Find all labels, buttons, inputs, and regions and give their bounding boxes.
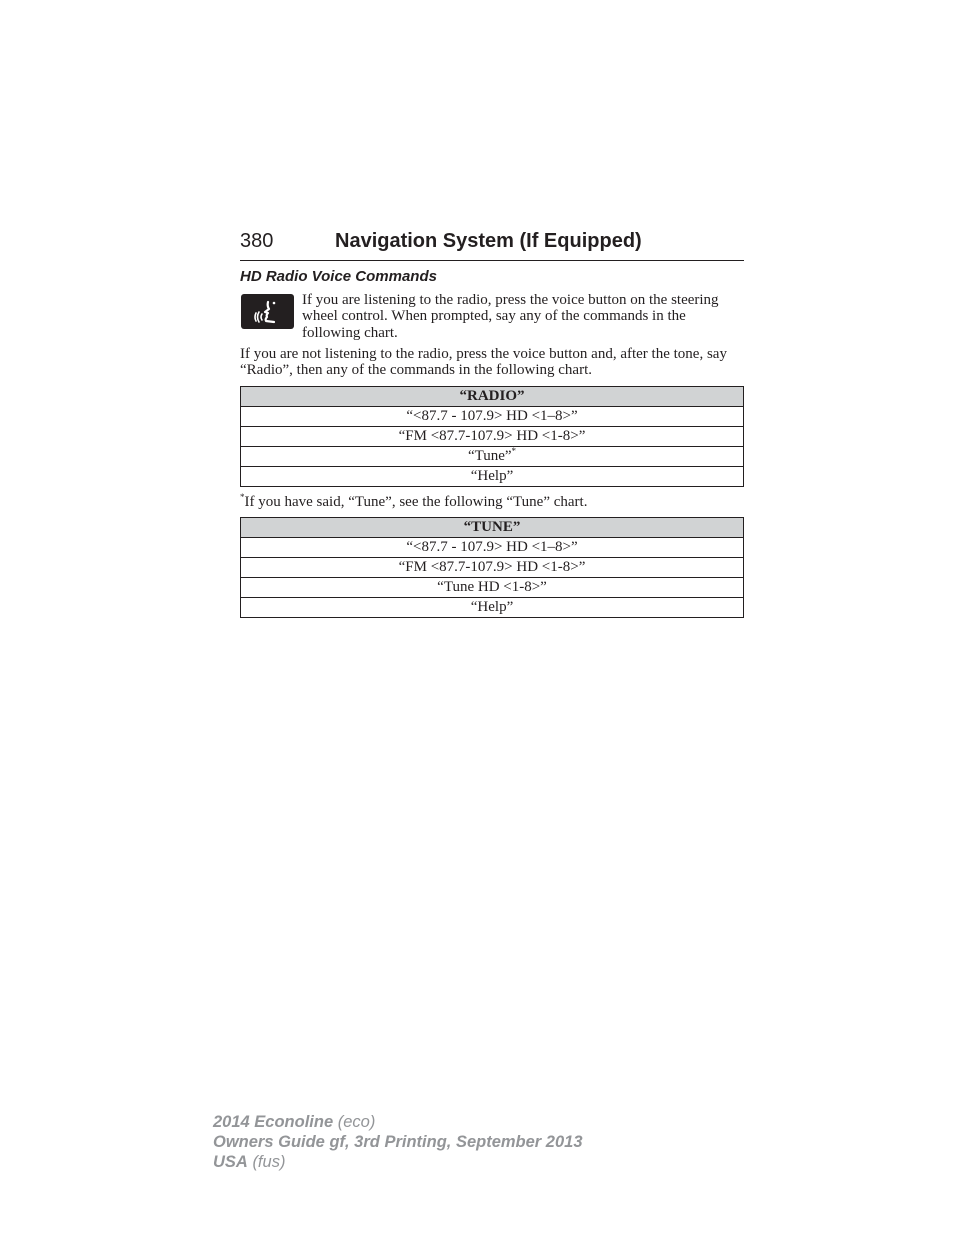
footnote-marker: * — [511, 446, 517, 456]
radio-table-header: “RADIO” — [241, 387, 744, 407]
table-row — [241, 558, 744, 578]
tune-label: “Tune” — [467, 448, 512, 464]
table-cell: “FM <87.7-107.9> HD <1-8>” — [241, 558, 744, 578]
intro-paragraph: If you are listening to the radio, press the voice button on the steering wheel control. When prompted, say any of the commands in the following chart. — [302, 292, 719, 341]
page-footer — [213, 1112, 583, 1172]
footnote-text: If you have said, “Tune”, see the following “Tune” chart. — [244, 494, 588, 510]
body-paragraph: If you are not listening to the radio, press the voice button and, after the tone, say “Radio”, then any of the commands in the following chart. — [240, 346, 727, 379]
page-header — [240, 228, 744, 261]
footer-line-2 — [213, 1132, 583, 1152]
table-row — [241, 427, 744, 447]
section-heading: HD Radio Voice Commands — [240, 268, 437, 285]
table-header-row — [241, 518, 744, 538]
footer-line-3 — [213, 1152, 583, 1172]
table-cell: “Help” — [241, 598, 744, 618]
footer-model: 2014 Econoline — [213, 1113, 334, 1131]
table-row — [241, 467, 744, 487]
table-row — [241, 538, 744, 558]
table-row — [241, 447, 744, 467]
table-row — [241, 578, 744, 598]
table-header-row — [241, 387, 744, 407]
footnote — [240, 493, 587, 511]
table-cell: “Help” — [241, 467, 744, 487]
chapter-title: Navigation System (If Equipped) — [335, 230, 642, 252]
tune-commands-table — [240, 517, 744, 618]
page-number: 380 — [240, 230, 274, 252]
footer-line-1 — [213, 1112, 583, 1132]
footer-printing: Owners Guide gf, 3rd Printing, September 2013 — [213, 1133, 583, 1151]
table-row — [241, 598, 744, 618]
table-cell: “<87.7 - 107.9> HD <1–8>” — [241, 407, 744, 427]
footnote-marker: * — [240, 492, 245, 502]
radio-commands-table — [240, 386, 744, 487]
footer-model-code: (eco) — [337, 1113, 376, 1131]
table-cell: “<87.7 - 107.9> HD <1–8>” — [241, 538, 744, 558]
voice-command-icon — [241, 294, 294, 329]
tune-table-header: “TUNE” — [241, 518, 744, 538]
footer-market: USA — [213, 1153, 248, 1171]
table-cell: “Tune HD <1-8>” — [241, 578, 744, 598]
footer-market-code: (fus) — [252, 1153, 286, 1171]
table-row — [241, 407, 744, 427]
table-cell-tune — [241, 447, 744, 467]
table-cell: “FM <87.7-107.9> HD <1-8>” — [241, 427, 744, 447]
